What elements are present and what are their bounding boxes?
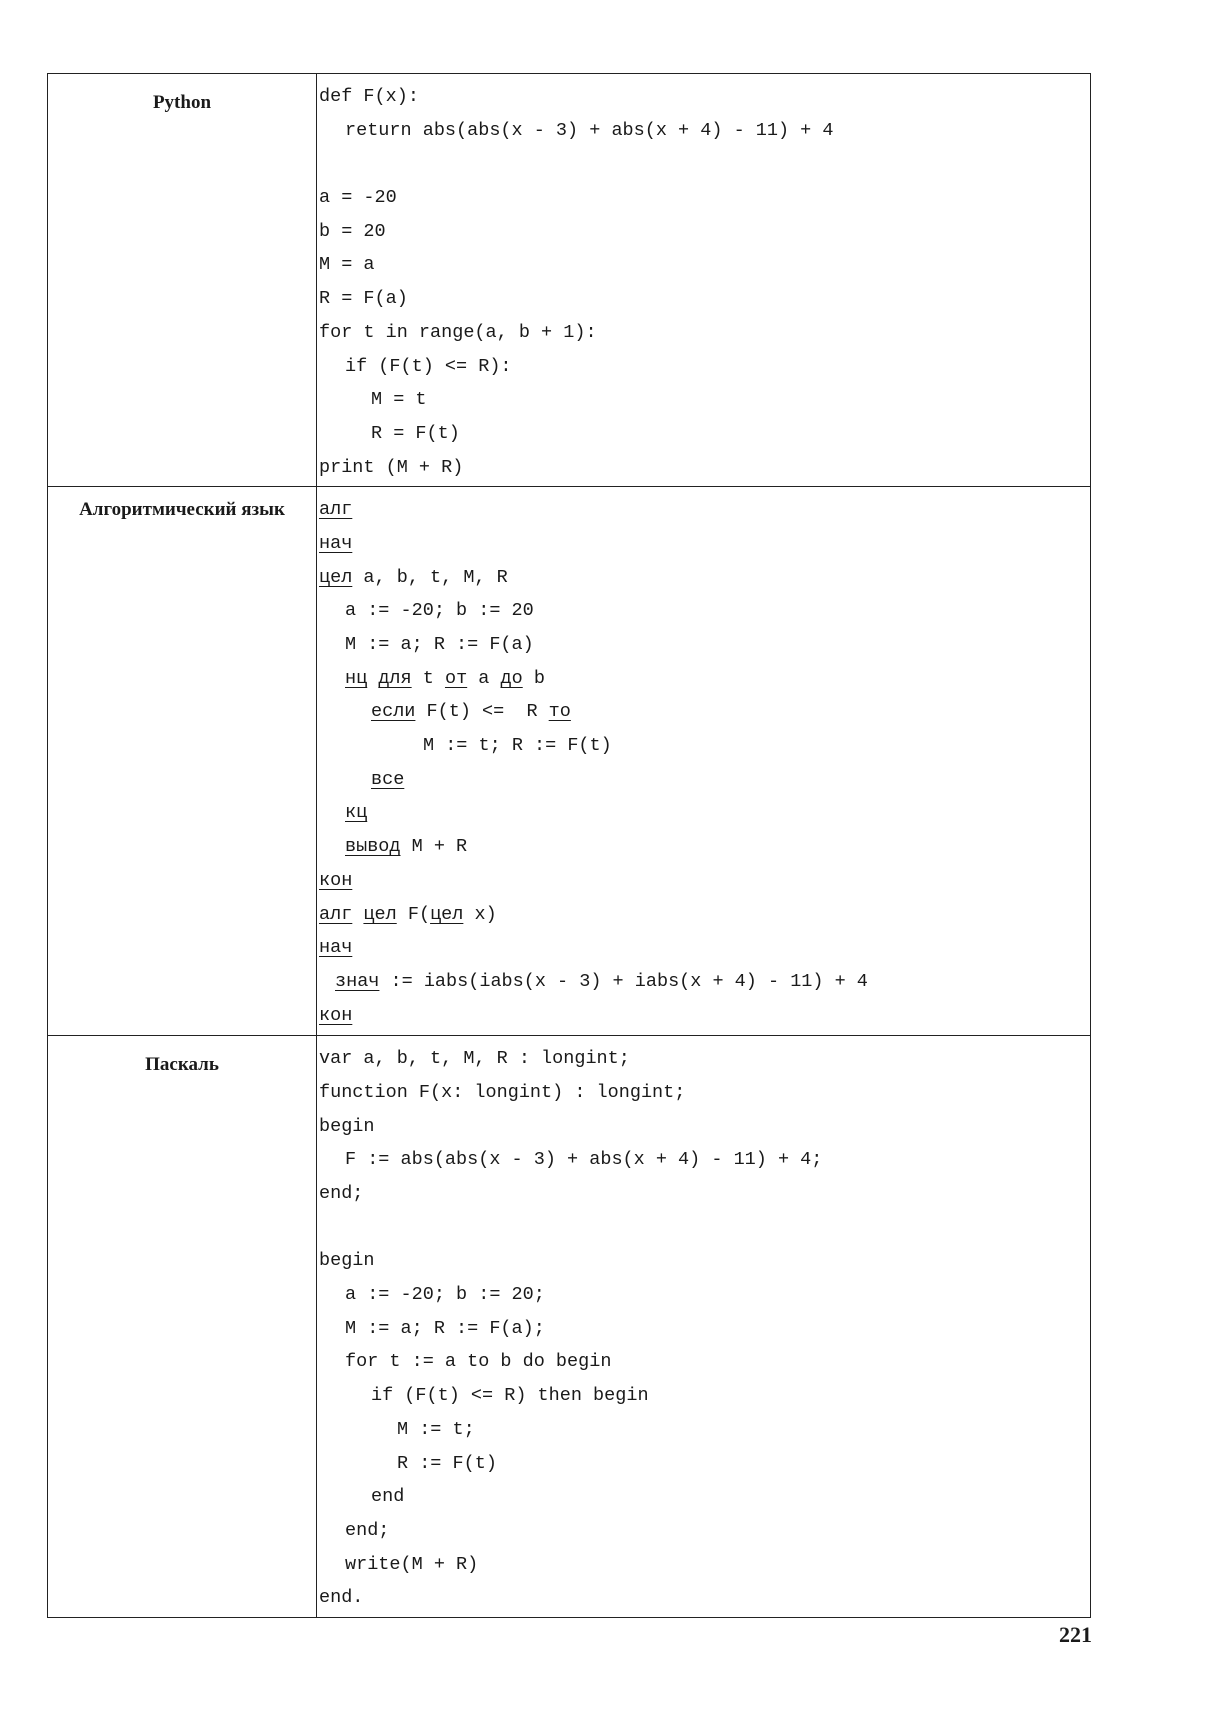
- keyword: до: [500, 667, 523, 689]
- keyword: нач: [319, 532, 353, 554]
- code-cell-pascal: [317, 1036, 1091, 1618]
- keyword: алг: [319, 499, 353, 521]
- code-line: [319, 561, 1090, 595]
- code-line: [319, 763, 1090, 797]
- language-cell: [48, 74, 317, 487]
- code-line: [319, 931, 1090, 965]
- keyword: все: [371, 768, 405, 790]
- language-name-python: Python: [152, 92, 212, 113]
- code-text: F(t) <= R: [426, 701, 538, 723]
- keyword: цел: [363, 903, 397, 925]
- code-line: R = F(t): [371, 422, 460, 444]
- code-text: F(: [407, 903, 431, 925]
- code-line: [319, 662, 1090, 696]
- table-row-algorithmic: [48, 487, 1091, 1036]
- keyword: если: [371, 701, 416, 723]
- code-line: [319, 493, 1090, 527]
- code-text: a: [478, 667, 490, 689]
- language-cell: [48, 1036, 317, 1618]
- code-line: end.: [319, 1587, 364, 1609]
- keyword: цел: [319, 566, 353, 588]
- code-line: for t in range(a, b + 1):: [319, 321, 597, 343]
- code-line: [319, 898, 1090, 932]
- code-line: a := -20; b := 20;: [345, 1284, 545, 1306]
- code-comparison-table: [47, 73, 1091, 1618]
- code-line: def F(x):: [319, 86, 419, 107]
- code-line: print (M + R): [319, 456, 464, 478]
- code-line: function F(x: longint) : longint;: [319, 1081, 686, 1103]
- keyword: знач: [335, 970, 380, 992]
- keyword: для: [378, 667, 412, 689]
- code-line: M := a; R := F(a);: [345, 1317, 545, 1339]
- code-line: end;: [319, 1183, 364, 1204]
- table-row-python: [48, 74, 1091, 487]
- keyword: вывод: [345, 836, 401, 858]
- keyword: то: [548, 701, 571, 723]
- language-name-pascal: Паскаль: [145, 1054, 219, 1076]
- code-line: [319, 864, 1090, 898]
- code-line: M := t; R := F(t): [423, 735, 612, 757]
- code-cell-python: [317, 74, 1091, 487]
- keyword: кон: [319, 1004, 353, 1026]
- code-line: F := abs(abs(x - 3) + abs(x + 4) - 11) + 4;: [345, 1149, 823, 1171]
- code-line: if (F(t) <= R) then begin: [371, 1385, 649, 1407]
- code-line: [319, 695, 1090, 729]
- code-line: [319, 999, 1090, 1033]
- code-line: end;: [345, 1519, 390, 1541]
- keyword: кон: [319, 869, 353, 891]
- code-line-blank: [319, 1211, 1090, 1245]
- keyword: от: [444, 667, 468, 689]
- keyword: кц: [345, 802, 368, 824]
- code-line: for t := a to b do begin: [345, 1351, 612, 1373]
- code-line-blank: [319, 147, 1090, 181]
- code-line: R = F(a): [319, 288, 408, 310]
- code-line: M = t: [371, 389, 427, 411]
- code-line: return abs(abs(x - 3) + abs(x + 4) - 11) + 4: [345, 119, 834, 141]
- code-line: R := F(t): [397, 1452, 497, 1474]
- code-line: b = 20: [319, 220, 386, 242]
- table-row-pascal: [48, 1036, 1091, 1618]
- page-number: 221: [1059, 1622, 1092, 1647]
- keyword: алг: [319, 903, 353, 925]
- code-line: [319, 527, 1090, 561]
- keyword: нц: [345, 667, 368, 689]
- code-text: t: [422, 667, 434, 689]
- code-line: [319, 830, 1090, 864]
- language-cell: [48, 487, 317, 1036]
- code-text: a, b, t, M, R: [352, 566, 508, 588]
- code-line: [319, 965, 1090, 999]
- code-text: M + R: [400, 836, 468, 858]
- code-line: begin: [319, 1115, 375, 1137]
- keyword: нач: [319, 937, 353, 959]
- code-line: M = a: [319, 254, 375, 276]
- code-text: x): [463, 903, 497, 925]
- code-line: if (F(t) <= R):: [345, 355, 512, 377]
- code-text: b: [533, 667, 545, 689]
- code-line: M := a; R := F(a): [345, 634, 534, 655]
- language-name-algorithmic: Алгоритмический язык: [79, 499, 285, 521]
- code-line: M := t;: [397, 1418, 475, 1440]
- code-line: a = -20: [319, 187, 397, 209]
- code-line: begin: [319, 1250, 375, 1272]
- keyword: цел: [430, 903, 464, 925]
- code-line: end: [371, 1486, 405, 1508]
- code-line: write(M + R): [345, 1553, 479, 1575]
- code-cell-algorithmic: [317, 487, 1091, 1036]
- code-text: := iabs(iabs(x - 3) + iabs(x + 4) - 11) + 4: [379, 970, 868, 992]
- code-line: a := -20; b := 20: [345, 600, 534, 622]
- code-line: [319, 796, 1090, 830]
- code-line: var a, b, t, M, R : longint;: [319, 1048, 630, 1070]
